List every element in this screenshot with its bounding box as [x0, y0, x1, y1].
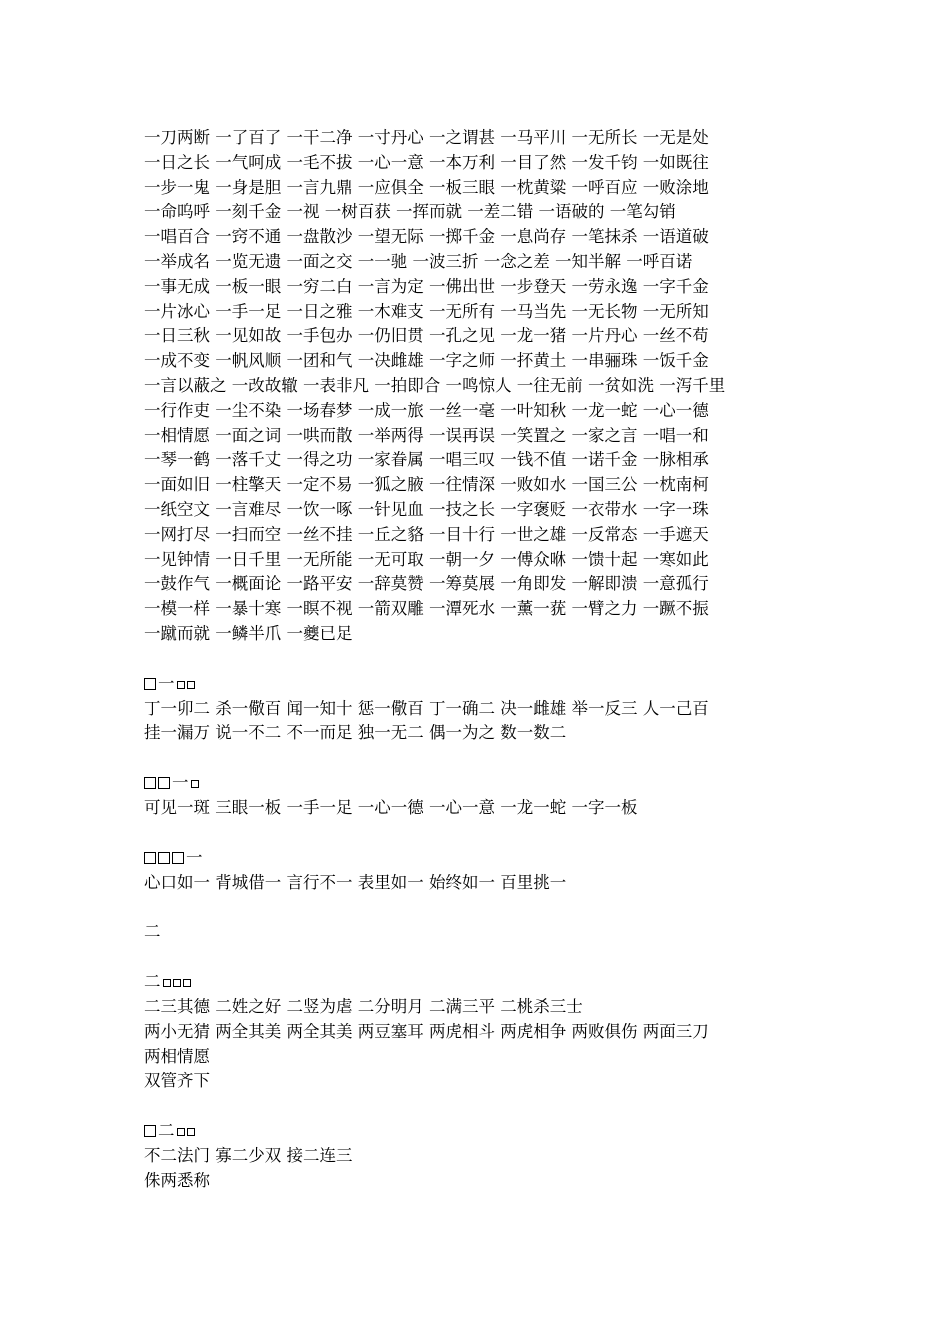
text-line: 心口如一 背城借一 言行不一 表里如一 始终如一 百里挑一: [144, 872, 567, 892]
placeholder-box-icon: [177, 681, 185, 689]
placeholder-box-icon: [144, 678, 156, 690]
text-line: 侏两悉称: [144, 1170, 210, 1190]
heading-char: 一: [172, 773, 189, 793]
text-line: 一鼓作气 一概面论 一路平安 一辞莫赞 一筹莫展 一角即发 一解即溃 一意孤行: [144, 574, 709, 594]
placeholder-box-icon: [187, 681, 195, 689]
text-line: 两小无猜 两全其美 两全其美 两豆塞耳 两虎相斗 两虎相争 两败俱伤 两面三刀: [144, 1021, 709, 1041]
section-heading: [144, 672, 864, 697]
text-line: 一琴一鹤 一落千丈 一得之功 一家眷属 一唱三叹 一钱不值 一诺千金 一脉相承: [144, 450, 709, 470]
placeholder-box-icon: [144, 1125, 156, 1137]
section-heading: [144, 1119, 864, 1144]
heading-char: 二: [158, 1121, 175, 1141]
heading-char: 二: [144, 972, 161, 992]
section-yi-fourth-position: [144, 846, 864, 896]
text-line: 一行作吏 一尘不染 一场春梦 一成一旅 一丝一毫 一叶知秋 一龙一蛇 一心一德: [144, 400, 709, 420]
text-line: 一日三秋 一见如故 一手包办 一仍旧贯 一孔之见 一龙一猪 一片丹心 一丝不苟: [144, 326, 709, 346]
text-line: 一命呜呼 一刻千金 一视 一树百获 一挥而就 一差二错 一语破的 一笔勾销: [144, 202, 676, 222]
spacer: [144, 647, 864, 672]
text-line: 一模一样 一暴十寒 一瞑不视 一箭双雕 一潭死水 一薰一莸 一臂之力 一蹶不振: [144, 599, 709, 619]
section-heading: [144, 846, 864, 871]
text-line: 一片冰心 一手一足 一日之雅 一木难支 一无所有 一马当先 一无长物 一无所知: [144, 301, 709, 321]
section-yi-second-position: [144, 672, 864, 746]
text-line: 一刀两断 一了百了 一干二净 一寸丹心 一之谓甚 一马平川 一无所长 一无是处: [144, 128, 709, 147]
placeholder-box-icon: [158, 852, 170, 864]
placeholder-box-icon: [172, 852, 184, 864]
text-line: 一日之长 一气呵成 一毛不拔 一心一意 一本万利 一目了然 一发千钧 一如既往: [144, 152, 709, 172]
text-line: 丁一卯二 杀一儆百 闻一知十 惩一儆百 丁一确二 决一雌雄 举一反三 人一己百: [144, 698, 709, 718]
placeholder-box-icon: [144, 852, 156, 864]
text-line: 一见钟情 一日千里 一无所能 一无可取 一朝一夕 一傅众咻 一馈十起 一寒如此: [144, 549, 709, 569]
section-heading: [144, 771, 864, 796]
placeholder-box-icon: [187, 1128, 195, 1136]
placeholder-box-icon: [173, 979, 181, 987]
text-line: 二三其德 二姓之好 二竖为虐 二分明月 二满三平 二桃杀三士: [144, 996, 583, 1016]
section-er-second-position: [144, 1119, 864, 1193]
spacer: [144, 895, 864, 920]
section-title-er: 二: [144, 922, 161, 942]
text-line: 一蹴而就 一鳞半爪 一夔已足: [144, 623, 353, 643]
text-line: 不二法门 寡二少双 接二连三: [144, 1145, 353, 1165]
spacer: [144, 1094, 864, 1119]
document-page: [144, 126, 864, 1193]
text-line: 一事无成 一板一眼 一穷二白 一言为定 一佛出世 一步登天 一劳永逸 一字千金: [144, 276, 709, 296]
idiom-list-yi-first: [144, 126, 864, 647]
text-line: 一网打尽 一扫而空 一丝不挂 一丘之貉 一目十行 一世之雄 一反常态 一手遮天: [144, 524, 709, 544]
text-line: 一相情愿 一面之词 一哄而散 一举两得 一误再误 一笑置之 一家之言 一唱一和: [144, 425, 709, 445]
text-line: 双管齐下: [144, 1071, 210, 1091]
text-line: 挂一漏万 说一不二 不一而足 独一无二 偶一为之 数一数二: [144, 723, 567, 743]
placeholder-box-icon: [191, 780, 199, 788]
heading-char: 一: [186, 847, 203, 867]
placeholder-box-icon: [163, 979, 171, 987]
spacer: [144, 945, 864, 970]
placeholder-box-icon: [158, 777, 170, 789]
text-line: 两相情愿: [144, 1046, 210, 1066]
spacer: [144, 746, 864, 771]
text-line: 一言以蔽之 一改故辙 一表非凡 一拍即合 一鸣惊人 一往无前 一贫如洗 一泻千里: [144, 375, 726, 395]
text-line: 一步一鬼 一身是胆 一言九鼎 一应俱全 一板三眼 一枕黄粱 一呼百应 一败涂地: [144, 177, 709, 197]
text-line: 一成不变 一帆风顺 一团和气 一决雌雄 一字之师 一抔黄土 一串骊珠 一饭千金: [144, 351, 709, 371]
placeholder-box-icon: [144, 777, 156, 789]
text-line: 一面如旧 一柱擎天 一定不易 一狐之腋 一往情深 一败如水 一国三公 一枕南柯: [144, 475, 709, 495]
placeholder-box-icon: [177, 1128, 185, 1136]
section-heading: [144, 970, 864, 995]
text-line: 一纸空文 一言难尽 一饮一啄 一针见血 一技之长 一字褒贬 一衣带水 一字一珠: [144, 499, 709, 519]
placeholder-box-icon: [183, 979, 191, 987]
section-er-first-position: [144, 970, 864, 1094]
text-line: 一唱百合 一窍不通 一盘散沙 一望无际 一掷千金 一息尚存 一笔抹杀 一语道破: [144, 227, 709, 247]
text-line: 可见一斑 三眼一板 一手一足 一心一德 一心一意 一龙一蛇 一字一板: [144, 797, 638, 817]
section-yi-third-position: [144, 771, 864, 821]
heading-char: 一: [158, 673, 175, 693]
spacer: [144, 821, 864, 846]
text-line: 一举成名 一览无遗 一面之交 一一驰 一波三折 一念之差 一知半解 一呼百诺: [144, 251, 693, 271]
